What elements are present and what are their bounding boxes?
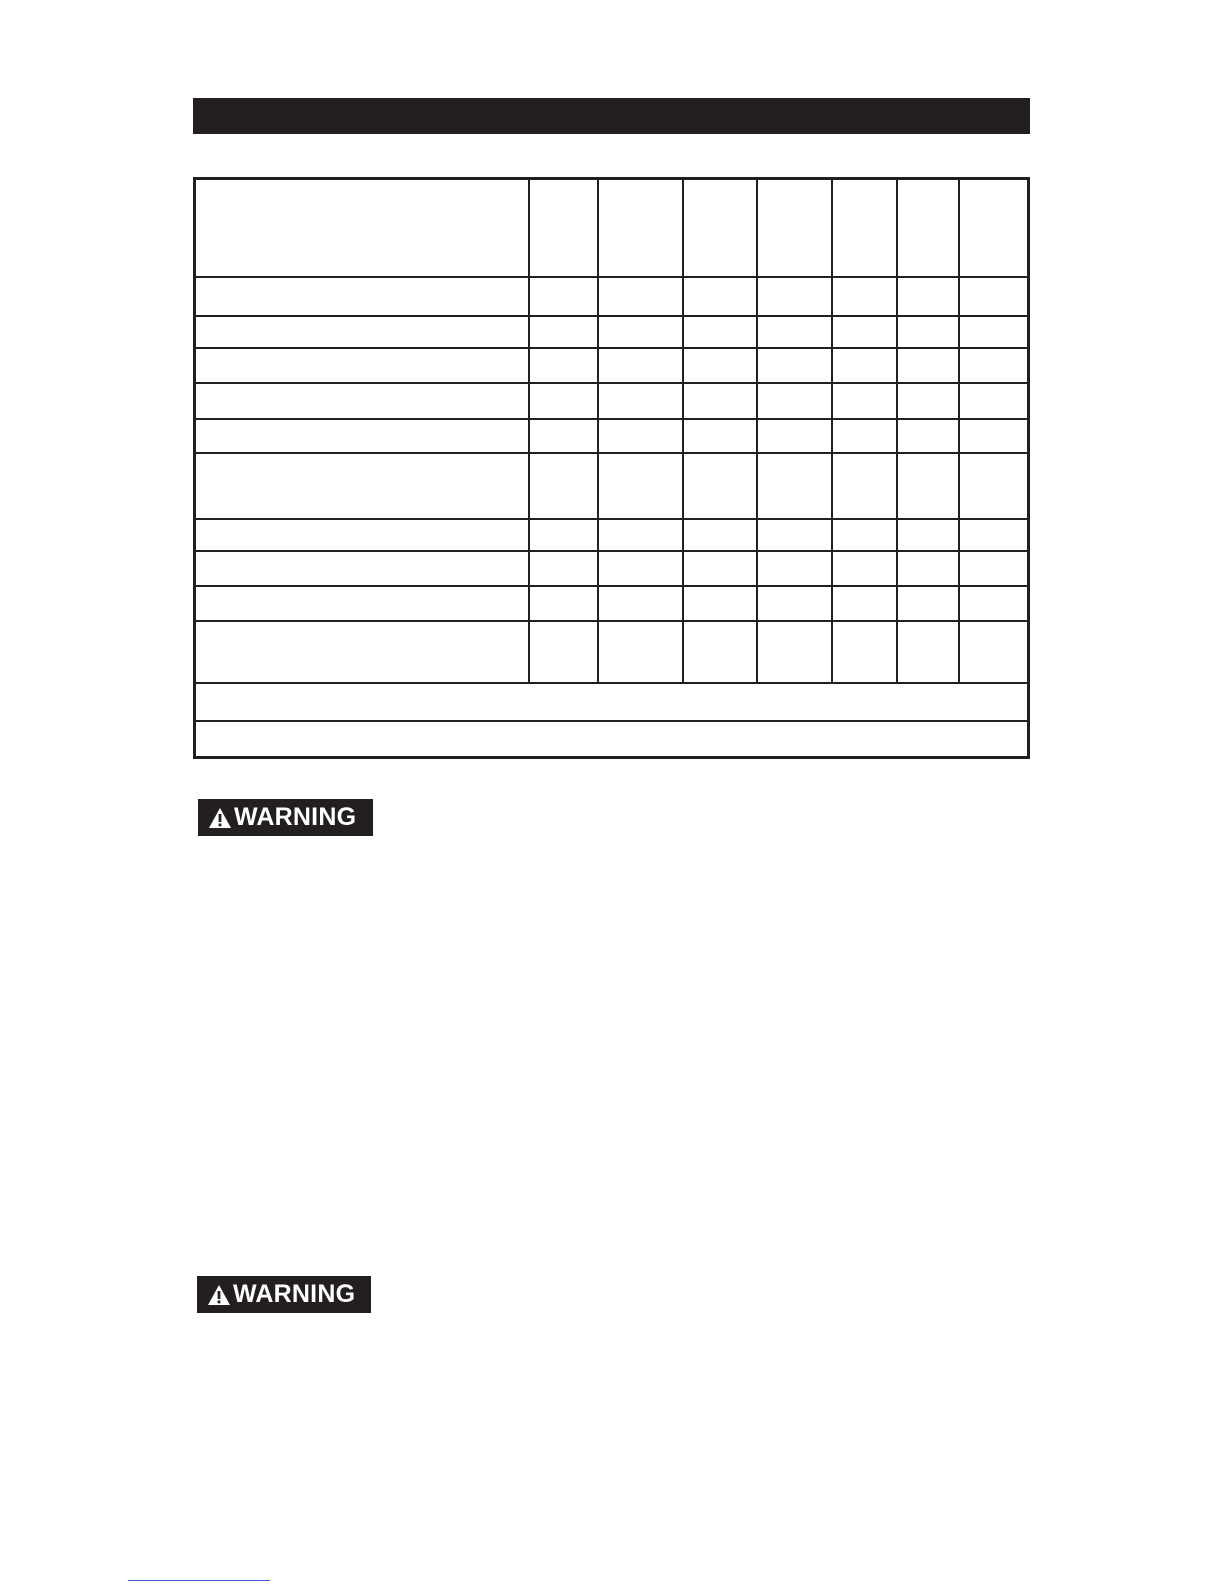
table-cell xyxy=(683,316,757,348)
table-cell xyxy=(683,453,757,519)
table-cell xyxy=(832,419,897,453)
table-cell xyxy=(529,348,598,383)
table-cell xyxy=(757,383,832,419)
table-cell xyxy=(832,551,897,586)
table-cell xyxy=(832,453,897,519)
table-cell xyxy=(598,419,683,453)
table-cell xyxy=(683,621,757,683)
table-cell xyxy=(832,621,897,683)
table-cell xyxy=(832,586,897,621)
table-cell xyxy=(195,348,529,383)
table-cell xyxy=(897,316,959,348)
table-cell xyxy=(757,586,832,621)
table-cell xyxy=(832,277,897,316)
table-cell xyxy=(959,586,1029,621)
table-cell xyxy=(959,277,1029,316)
table-row xyxy=(195,348,1029,383)
table-cell xyxy=(195,721,1029,758)
table-cell xyxy=(959,453,1029,519)
table-cell xyxy=(529,586,598,621)
table-footnote-row xyxy=(195,721,1029,758)
table-cell xyxy=(897,277,959,316)
table-cell xyxy=(529,551,598,586)
table-row xyxy=(195,277,1029,316)
table-cell xyxy=(832,383,897,419)
table-cell xyxy=(757,621,832,683)
warning-text: WARNING xyxy=(234,803,357,831)
table-cell xyxy=(529,621,598,683)
table-cell xyxy=(757,519,832,551)
spec-table xyxy=(193,177,1030,759)
table-cell xyxy=(598,277,683,316)
table-cell xyxy=(683,519,757,551)
table-cell xyxy=(757,277,832,316)
table-row xyxy=(195,519,1029,551)
table-cell xyxy=(897,621,959,683)
table-cell xyxy=(683,586,757,621)
table-cell xyxy=(529,316,598,348)
table-footnote-row xyxy=(195,683,1029,721)
table-cell xyxy=(529,277,598,316)
table-cell xyxy=(683,419,757,453)
table-cell xyxy=(959,316,1029,348)
table-cell xyxy=(195,621,529,683)
table-header-row xyxy=(195,179,1029,277)
table-cell xyxy=(832,316,897,348)
table-cell xyxy=(598,551,683,586)
table-cell xyxy=(529,453,598,519)
table-cell xyxy=(832,179,897,277)
table-cell xyxy=(757,551,832,586)
warning-label xyxy=(197,1276,371,1313)
table-cell xyxy=(529,419,598,453)
table-row xyxy=(195,586,1029,621)
section-header-bar xyxy=(193,98,1030,134)
table-row xyxy=(195,383,1029,419)
warning-triangle-icon xyxy=(207,1284,231,1306)
table-cell xyxy=(897,586,959,621)
table-cell xyxy=(598,316,683,348)
table-cell xyxy=(529,383,598,419)
table-cell xyxy=(683,383,757,419)
table-cell xyxy=(959,348,1029,383)
table-cell xyxy=(897,519,959,551)
table-cell xyxy=(598,179,683,277)
table-cell xyxy=(195,453,529,519)
table-cell xyxy=(529,519,598,551)
table-cell xyxy=(959,519,1029,551)
table-cell xyxy=(959,419,1029,453)
table-cell xyxy=(757,316,832,348)
table-cell xyxy=(195,419,529,453)
table-cell xyxy=(683,551,757,586)
table-cell xyxy=(959,621,1029,683)
warning-text: WARNING xyxy=(233,1280,356,1308)
table-cell xyxy=(897,551,959,586)
table-cell xyxy=(598,383,683,419)
warning-triangle-icon xyxy=(208,807,232,829)
table-cell xyxy=(195,277,529,316)
table-cell xyxy=(598,621,683,683)
table-cell xyxy=(195,316,529,348)
table-cell xyxy=(195,519,529,551)
table-cell xyxy=(683,348,757,383)
table-cell xyxy=(683,179,757,277)
table-cell xyxy=(832,519,897,551)
table-row xyxy=(195,551,1029,586)
warning-label xyxy=(198,799,373,836)
table-cell xyxy=(195,551,529,586)
table-cell xyxy=(897,383,959,419)
table-cell xyxy=(757,179,832,277)
table-cell xyxy=(195,683,1029,721)
table-cell xyxy=(832,348,897,383)
table-cell xyxy=(897,179,959,277)
table-cell xyxy=(195,586,529,621)
table-cell xyxy=(757,453,832,519)
table-cell xyxy=(757,419,832,453)
table-cell xyxy=(897,348,959,383)
table-row xyxy=(195,316,1029,348)
table-cell xyxy=(529,179,598,277)
table-cell xyxy=(598,348,683,383)
table-cell xyxy=(959,179,1029,277)
table-row xyxy=(195,621,1029,683)
table-cell xyxy=(897,453,959,519)
table-cell xyxy=(195,383,529,419)
table-cell xyxy=(598,586,683,621)
table-cell xyxy=(959,551,1029,586)
table-row xyxy=(195,453,1029,519)
footer-link-underline xyxy=(128,1580,270,1581)
table-cell xyxy=(195,179,529,277)
table-cell xyxy=(897,419,959,453)
table-cell xyxy=(959,383,1029,419)
table-row xyxy=(195,419,1029,453)
table-cell xyxy=(683,277,757,316)
table-cell xyxy=(598,519,683,551)
table-cell xyxy=(757,348,832,383)
table-cell xyxy=(598,453,683,519)
